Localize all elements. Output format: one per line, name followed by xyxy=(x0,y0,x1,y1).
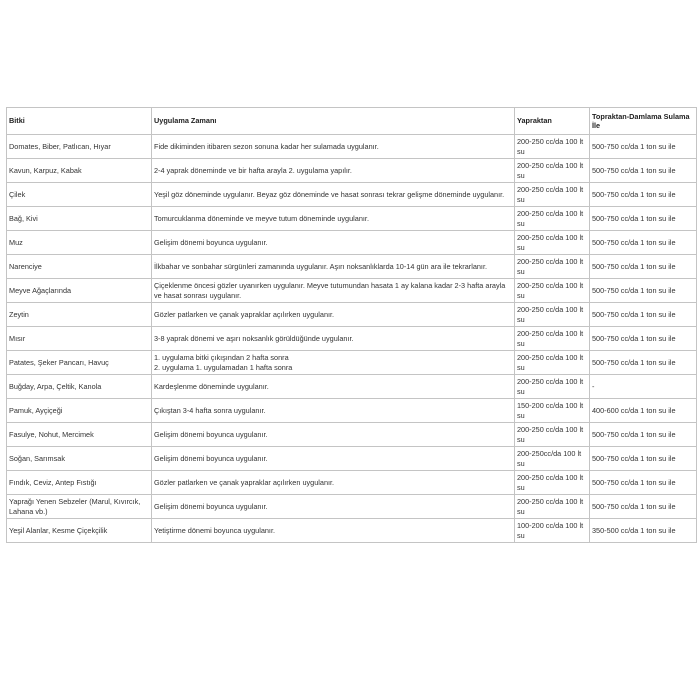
cell-application-time: Yeşil göz döneminde uygulanır. Beyaz göz döneminde ve hasat sonrası tekrar gelişme döneminde uygulanır. xyxy=(152,183,515,207)
cell-plant: Muz xyxy=(7,231,152,255)
cell-foliar-dose: 200-250 cc/da 100 lt su xyxy=(515,279,590,303)
table-row xyxy=(7,207,697,231)
table-row xyxy=(7,135,697,159)
application-dosage-table xyxy=(6,107,697,543)
cell-soil-drip-dose: 500-750 cc/da 1 ton su ile xyxy=(590,327,697,351)
cell-foliar-dose: 150-200 cc/da 100 lt su xyxy=(515,399,590,423)
cell-foliar-dose: 200-250 cc/da 100 lt su xyxy=(515,231,590,255)
cell-soil-drip-dose: 500-750 cc/da 1 ton su ile xyxy=(590,351,697,375)
cell-foliar-dose: 200-250 cc/da 100 lt su xyxy=(515,135,590,159)
cell-plant: Yeşil Alanlar, Kesme Çiçekçilik xyxy=(7,519,152,543)
cell-foliar-dose: 200-250 cc/da 100 lt su xyxy=(515,183,590,207)
cell-application-time: Gözler patlarken ve çanak yapraklar açılırken uygulanır. xyxy=(152,303,515,327)
cell-soil-drip-dose: 500-750 cc/da 1 ton su ile xyxy=(590,279,697,303)
cell-application-time: Gelişim dönemi boyunca uygulanır. xyxy=(152,231,515,255)
cell-plant: Yaprağı Yenen Sebzeler (Marul, Kıvırcık, Lahana vb.) xyxy=(7,495,152,519)
cell-soil-drip-dose: 500-750 cc/da 1 ton su ile xyxy=(590,255,697,279)
table-row xyxy=(7,495,697,519)
cell-foliar-dose: 200-250 cc/da 100 lt su xyxy=(515,159,590,183)
cell-application-time: Gelişim dönemi boyunca uygulanır. xyxy=(152,495,515,519)
cell-foliar-dose: 100-200 cc/da 100 lt su xyxy=(515,519,590,543)
cell-soil-drip-dose: 400-600 cc/da 1 ton su ile xyxy=(590,399,697,423)
table-row xyxy=(7,399,697,423)
cell-soil-drip-dose: 500-750 cc/da 1 ton su ile xyxy=(590,471,697,495)
table-row xyxy=(7,447,697,471)
cell-soil-drip-dose: 350-500 cc/da 1 ton su ile xyxy=(590,519,697,543)
cell-application-time: Gelişim dönemi boyunca uygulanır. xyxy=(152,447,515,471)
cell-soil-drip-dose: 500-750 cc/da 1 ton su ile xyxy=(590,207,697,231)
cell-soil-drip-dose: 500-750 cc/da 1 ton su ile xyxy=(590,183,697,207)
table-header-row xyxy=(7,108,697,135)
header-plant: Bitki xyxy=(7,108,152,135)
cell-foliar-dose: 200-250 cc/da 100 lt su xyxy=(515,255,590,279)
cell-application-time: Gelişim dönemi boyunca uygulanır. xyxy=(152,423,515,447)
cell-application-time: Gözler patlarken ve çanak yapraklar açılırken uygulanır. xyxy=(152,471,515,495)
cell-plant: Soğan, Sarımsak xyxy=(7,447,152,471)
table-row xyxy=(7,279,697,303)
table-row xyxy=(7,471,697,495)
cell-foliar-dose: 200-250 cc/da 100 lt su xyxy=(515,495,590,519)
header-application-time: Uygulama Zamanı xyxy=(152,108,515,135)
cell-plant: Domates, Biber, Patlıcan, Hıyar xyxy=(7,135,152,159)
cell-plant: Buğday, Arpa, Çeltik, Kanola xyxy=(7,375,152,399)
cell-plant: Patates, Şeker Pancarı, Havuç xyxy=(7,351,152,375)
cell-soil-drip-dose: - xyxy=(590,375,697,399)
cell-foliar-dose: 200-250 cc/da 100 lt su xyxy=(515,423,590,447)
cell-plant: Kavun, Karpuz, Kabak xyxy=(7,159,152,183)
cell-application-time: Çiçeklenme öncesi gözler uyanırken uygulanır. Meyve tutumundan hasata 1 ay kalana kadar 2-3 hafta arayla ve hasat sonrası uygulanır. xyxy=(152,279,515,303)
table-row xyxy=(7,519,697,543)
table-row xyxy=(7,375,697,399)
cell-plant: Meyve Ağaçlarında xyxy=(7,279,152,303)
cell-plant: Pamuk, Ayçiçeği xyxy=(7,399,152,423)
cell-foliar-dose: 200-250cc/da 100 lt su xyxy=(515,447,590,471)
cell-plant: Fasulye, Nohut, Mercimek xyxy=(7,423,152,447)
table-row xyxy=(7,327,697,351)
cell-application-time: 3-8 yaprak dönemi ve aşırı noksanlık görüldüğünde uygulanır. xyxy=(152,327,515,351)
cell-foliar-dose: 200-250 cc/da 100 lt su xyxy=(515,303,590,327)
cell-plant: Bağ, Kivi xyxy=(7,207,152,231)
cell-application-time: İlkbahar ve sonbahar sürgünleri zamanında uygulanır. Aşırı noksanlıklarda 10-14 gün ara ile tekrarlanır. xyxy=(152,255,515,279)
table-row xyxy=(7,255,697,279)
cell-application-time: Tomurcuklanma döneminde ve meyve tutum döneminde uygulanır. xyxy=(152,207,515,231)
cell-application-time: 2-4 yaprak döneminde ve bir hafta arayla 2. uygulama yapılır. xyxy=(152,159,515,183)
table-row xyxy=(7,303,697,327)
header-foliar: Yapraktan xyxy=(515,108,590,135)
table-row xyxy=(7,159,697,183)
cell-plant: Narenciye xyxy=(7,255,152,279)
cell-soil-drip-dose: 500-750 cc/da 1 ton su ile xyxy=(590,135,697,159)
table-body xyxy=(7,135,697,543)
cell-foliar-dose: 200-250 cc/da 100 lt su xyxy=(515,207,590,231)
cell-plant: Mısır xyxy=(7,327,152,351)
table-row xyxy=(7,231,697,255)
table-row xyxy=(7,183,697,207)
cell-application-time: Yetiştirme dönemi boyunca uygulanır. xyxy=(152,519,515,543)
cell-plant: Zeytin xyxy=(7,303,152,327)
cell-foliar-dose: 200-250 cc/da 100 lt su xyxy=(515,327,590,351)
cell-soil-drip-dose: 500-750 cc/da 1 ton su ile xyxy=(590,423,697,447)
cell-foliar-dose: 200-250 cc/da 100 lt su xyxy=(515,471,590,495)
table-row xyxy=(7,423,697,447)
cell-application-time: Kardeşlenme döneminde uygulanır. xyxy=(152,375,515,399)
cell-soil-drip-dose: 500-750 cc/da 1 ton su ile xyxy=(590,159,697,183)
header-soil-drip: Topraktan-Damlama Sulama İle xyxy=(590,108,697,135)
cell-application-time: Çıkıştan 3-4 hafta sonra uygulanır. xyxy=(152,399,515,423)
cell-application-time: 1. uygulama bitki çıkışından 2 hafta sonra 2. uygulama 1. uygulamadan 1 hafta sonra xyxy=(152,351,515,375)
cell-soil-drip-dose: 500-750 cc/da 1 ton su ile xyxy=(590,303,697,327)
table-row xyxy=(7,351,697,375)
cell-foliar-dose: 200-250 cc/da 100 lt su xyxy=(515,351,590,375)
cell-application-time: Fide dikiminden itibaren sezon sonuna kadar her sulamada uygulanır. xyxy=(152,135,515,159)
cell-soil-drip-dose: 500-750 cc/da 1 ton su ile xyxy=(590,447,697,471)
cell-plant: Çilek xyxy=(7,183,152,207)
cell-soil-drip-dose: 500-750 cc/da 1 ton su ile xyxy=(590,231,697,255)
cell-soil-drip-dose: 500-750 cc/da 1 ton su ile xyxy=(590,495,697,519)
cell-plant: Fındık, Ceviz, Antep Fıstığı xyxy=(7,471,152,495)
cell-foliar-dose: 200-250 cc/da 100 lt su xyxy=(515,375,590,399)
